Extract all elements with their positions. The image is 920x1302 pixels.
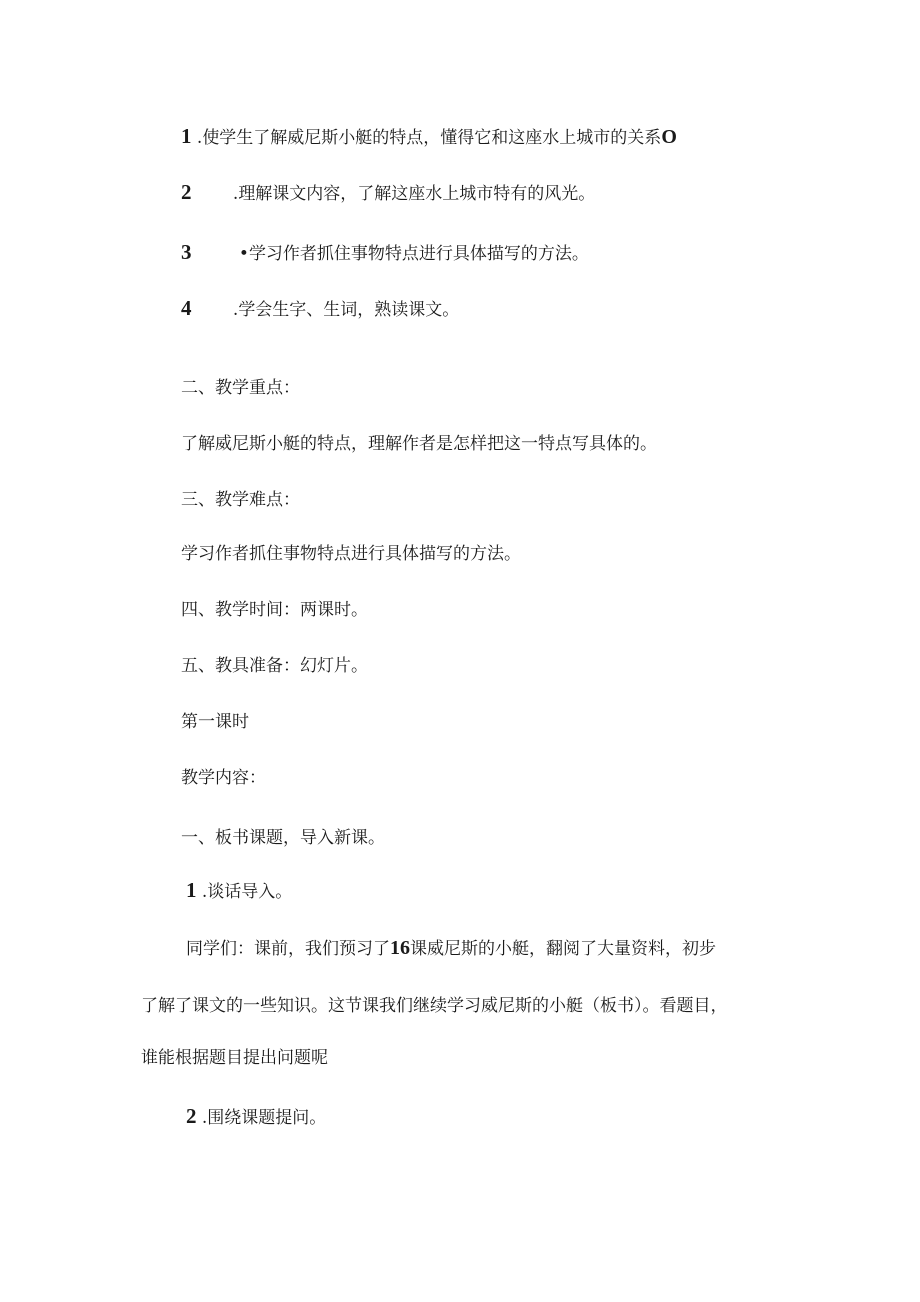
step-number: 2 xyxy=(186,1104,197,1128)
objective-number: 4 xyxy=(181,296,192,320)
objective-text: 使学生了解威尼斯小艇的特点，懂得它和这座水上城市的关系 xyxy=(202,128,662,148)
difficulty-text: 学习作者抓住事物特点进行具体描写的方法。 xyxy=(181,544,521,564)
paragraph-text: 课威尼斯的小艇，翻阅了大量资料，初步 xyxy=(410,939,716,959)
objective-number: 2 xyxy=(181,180,192,204)
step-1 xyxy=(186,878,292,904)
objective-tail: O xyxy=(661,126,677,148)
content-heading: 教学内容： xyxy=(181,768,266,788)
paragraph-line-2: 了解了课文的一些知识。这节课我们继续学习威尼斯的小艇（板书）。看题目， xyxy=(141,996,728,1016)
step-text: .围绕课题提问。 xyxy=(196,1108,327,1128)
objective-2 xyxy=(181,180,595,206)
paragraph-line-3: 谁能根据题目提出问题呢 xyxy=(141,1048,328,1068)
step-2 xyxy=(186,1104,326,1130)
objective-1 xyxy=(181,124,677,150)
objective-separator: . xyxy=(227,184,239,204)
key-point-heading: 二、教学重点： xyxy=(181,378,300,398)
objective-number: 3 xyxy=(181,240,192,264)
lesson-title: 第一课时 xyxy=(181,712,249,732)
paragraph-text: 同学们：课前，我们预习了 xyxy=(186,939,390,959)
key-point-text: 了解威尼斯小艇的特点，理解作者是怎样把这一特点写具体的。 xyxy=(181,434,657,454)
objective-3 xyxy=(181,240,589,266)
objective-separator: • xyxy=(233,244,249,264)
lesson-number: 16 xyxy=(390,937,410,959)
step-text: .谈话导入。 xyxy=(196,882,293,902)
objective-text: 理解课文内容，了解这座水上城市特有的风光。 xyxy=(238,184,596,204)
objective-separator: . xyxy=(191,128,203,148)
difficulty-heading: 三、教学难点： xyxy=(181,490,300,510)
paragraph-line-1 xyxy=(186,936,716,961)
objective-4 xyxy=(181,296,459,322)
objective-text: 学会生字、生词，熟读课文。 xyxy=(238,300,460,320)
objective-text: 学习作者抓住事物特点进行具体描写的方法。 xyxy=(248,244,589,264)
teaching-time: 四、教学时间：两课时。 xyxy=(181,600,368,620)
teaching-tools: 五、教具准备：幻灯片。 xyxy=(181,656,368,676)
section-1-heading: 一、板书课题，导入新课。 xyxy=(181,828,385,848)
objective-number: 1 xyxy=(181,124,192,148)
objective-separator: . xyxy=(227,300,239,320)
step-number: 1 xyxy=(186,878,197,902)
